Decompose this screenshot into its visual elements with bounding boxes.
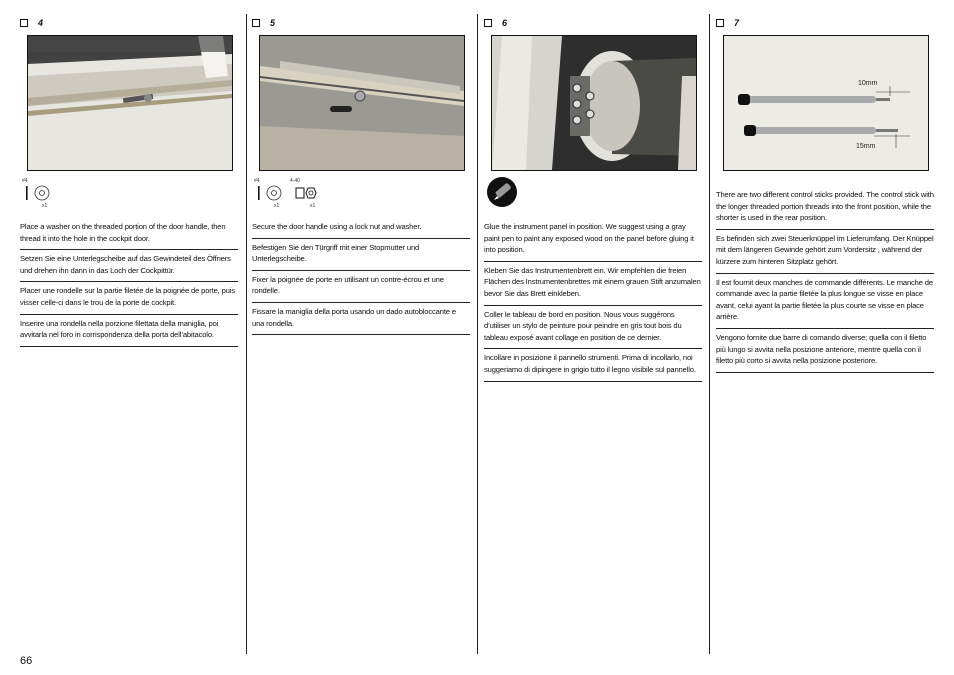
column-divider — [709, 14, 710, 654]
paragraph-fr: Fixer la poignée de porte en utilisant un contre-écrou et une rondelle. — [252, 271, 470, 303]
step-5 — [252, 14, 470, 328]
step-text — [716, 186, 934, 373]
step-6 — [484, 14, 702, 374]
step-photo — [491, 35, 697, 171]
paragraph-it: Inserire una rondella nella porzione filettata della maniglia, poi avvitarla nel foro in corrispondenza della porta dell’abitacolo. — [20, 315, 238, 347]
paragraph-fr: Coller le tableau de bord en position. Nous vous suggérons d’utiliser un stylo de peinture pour peindre en gris tout bois du tableau exposé avant collage en position de ce dernier. — [484, 306, 702, 350]
checkbox-icon[interactable] — [484, 19, 492, 27]
part-label: #4 — [22, 178, 28, 184]
checkbox-icon[interactable] — [252, 19, 260, 27]
measure-10mm: 10mm — [858, 80, 878, 87]
step-text — [252, 218, 470, 335]
column-divider — [246, 14, 247, 654]
checkbox-icon[interactable] — [20, 19, 28, 27]
paragraph-fr: Il est fournit deux manches de commande différents. Le manche de commande avec la partie filetée la plus longue se visse en place avant, celui ayant la partie filetée la plus courte se visse en place arrière. — [716, 274, 934, 329]
part-qty: x1 — [274, 203, 280, 209]
part-qty: x1 — [310, 203, 316, 209]
step-header — [252, 14, 470, 32]
paragraph-it: Fissare la maniglia della porta usando un dado autobloccante e una rondella. — [252, 303, 470, 335]
step-photo — [259, 35, 465, 171]
step-number: 7 — [734, 18, 740, 28]
checkbox-icon[interactable] — [716, 19, 724, 27]
paragraph-en: Glue the instrument panel in position. We suggest using a gray paint pen to paint any exposed wood on the panel before gluing it into position. — [484, 218, 702, 262]
step-header — [20, 14, 238, 32]
page-number: 66 — [20, 655, 33, 667]
paragraph-en: Place a washer on the threaded portion of the door handle, then thread it into the hole in the cockpit door. — [20, 218, 238, 250]
step-header — [716, 14, 934, 32]
paragraph-de: Befestigen Sie den Türgriff mit einer Stopmutter und Unterlegscheibe. — [252, 239, 470, 271]
paragraph-it: Vengono fornite due barre di comando diverse; quella con il filetto più lungo si avvita nella posizione anteriore, mentre quella con il filetto più corto si avvita nella posizione posteriore. — [716, 329, 934, 373]
step-7 — [716, 14, 934, 366]
step-photo — [27, 35, 233, 171]
part-label: #4 — [254, 178, 260, 184]
step-photo — [723, 35, 929, 171]
paragraph-it: Incollare in posizione il pannello strumenti. Prima di incollarlo, noi suggeriamo di dipingere in grigio tutto il legno visibile sul pannello. — [484, 349, 702, 381]
step-text — [20, 218, 238, 347]
paragraph-en: Secure the door handle using a lock nut and washer. — [252, 218, 470, 239]
paragraph-de: Kleben Sie das Instrumentenbrett ein. Wir empfehlen die freien Flächen des Instrumentenbrettes mit einem grauen Stift anzumalen bevor Sie das Brett einkleben. — [484, 262, 702, 306]
paragraph-de: Es befinden sich zwei Steuerknüppel im Lieferumfang. Der Knüppel mit dem längeren Gewinde gehört zum Vordersitz , während der kürzere zum hinteren Sitzplatz gehört. — [716, 230, 934, 274]
step-header — [484, 14, 702, 32]
parts-list — [254, 176, 334, 212]
paragraph-de: Setzen Sie eine Unterlegscheibe auf das Gewindeteil des Öffners und drehen ihn dann in das Loch der Cockpittür. — [20, 250, 238, 282]
step-number: 4 — [38, 18, 44, 28]
column-divider — [477, 14, 478, 654]
step-number: 6 — [502, 18, 508, 28]
part-label: 4-40 — [290, 178, 301, 184]
part-qty: x1 — [42, 203, 48, 209]
paragraph-fr: Placer une rondelle sur la partie filetée de la poignée de porte, puis visser celle-ci dans le trou de la porte de cockpit. — [20, 282, 238, 314]
step-text — [484, 218, 702, 382]
step-4 — [20, 14, 238, 340]
step-number: 5 — [270, 18, 276, 28]
paragraph-en: There are two different control sticks provided. The control stick with the longer threaded portion threads into the front position, while the shorter is used in the rear position. — [716, 186, 934, 230]
parts-list — [22, 176, 82, 212]
measure-15mm: 15mm — [856, 143, 876, 150]
paint-pen-icon — [486, 176, 526, 212]
